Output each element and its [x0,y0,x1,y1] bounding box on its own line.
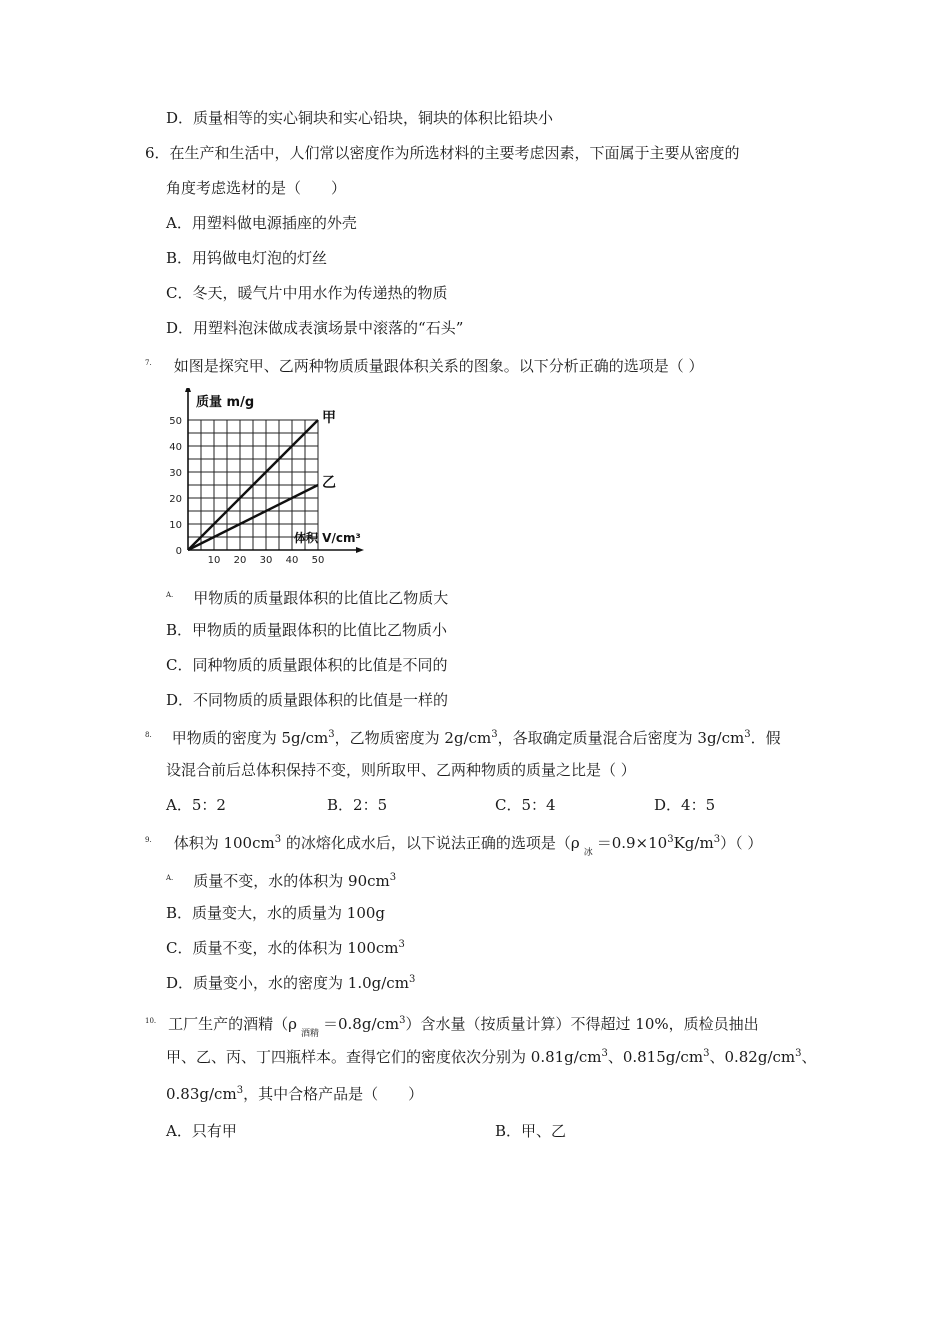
q10-option-a: A．只有甲 [166,1122,237,1140]
q9-text-3: ＝0.9×10 [596,834,668,852]
y-tick-label: 50 [169,416,182,427]
q9-option-d-text: D．质量变小，水的密度为 1.0g/cm [166,974,409,992]
q6-stem-line1: 6．在生产和生活中，人们常以密度作为所选材料的主要考虑因素，下面属于主要从密度的 [145,144,740,162]
q7-stem [145,353,703,376]
q10-line2-text-2: 、0.815g/cm [607,1048,704,1066]
q9-stem [145,830,762,856]
q7-option-d: D．不同物质的质量跟体积的比值是一样的 [166,691,449,709]
q9-option-a-text: 质量不变，水的体积为 90cm [193,872,390,890]
sup-3: 3 [408,974,416,985]
sup-3: 3 [389,872,397,883]
sup-3: 3 [744,729,751,740]
sup-3: 3 [795,1048,802,1059]
q7-text: 如图是探究甲、乙两种物质质量跟体积关系的图象。以下分析正确的选项是（ ） [173,357,704,375]
q8-stem-line1 [145,725,781,748]
sup-3: 3 [703,1048,710,1059]
sup-3: 3 [713,834,721,845]
q6-option-c: C．冬天，暖气片中用水作为传递热的物质 [166,284,448,302]
q7-option-a-number: A. [166,591,174,599]
q8-option-b: B．2：5 [327,796,388,814]
q8-option-a: A．5：2 [166,796,226,814]
q10-text-3: ）含水量（按质量计算）不得超过 10%，质检员抽出 [405,1015,759,1033]
q10-option-b: B．甲、乙 [495,1122,567,1140]
y-axis-arrow [185,388,191,392]
q8-number: 8. [145,731,152,739]
q9-text-2: 的冰熔化成水后，以下说法正确的选项是（ρ [281,834,580,852]
chart-svg [160,388,400,573]
q8-text-4: ．假 [750,729,781,747]
subscript-ice: 冰 [583,848,593,858]
q7-option-c: C．同种物质的质量跟体积的比值是不同的 [166,656,448,674]
q9-option-c [166,938,405,958]
x-axis-arrow [356,547,364,553]
x-axis-label: 体积 V/cm³ [294,531,361,545]
q10-text-1: 工厂生产的酒精（ρ [168,1015,297,1033]
sup-3: 3 [667,834,674,845]
q10-stem-line1 [145,1011,759,1037]
q8-stem-line2: 设混合前后总体积保持不变，则所取甲、乙两种物质的质量之比是（ ） [166,761,636,779]
q9-text-5: ）（ ） [720,834,763,852]
y-tick-label: 30 [169,468,182,479]
q9-option-a-number: A. [166,874,174,882]
q6-option-d: D．用塑料泡沫做成表演场景中滚落的“石头” [166,319,464,337]
q9-number: 9. [145,836,152,844]
q10-line3-text-1: 0.83g/cm [166,1085,237,1103]
q10-text-2: ＝0.8g/cm [322,1015,400,1033]
sup-3: 3 [274,834,282,845]
q9-option-a [166,868,396,891]
sup-3: 3 [491,729,498,740]
q8-option-c: C．5：4 [495,796,556,814]
q5-option-d: D．质量相等的实心铜块和实心铅块，铜块的体积比铅块小 [166,109,554,127]
subscript-alcohol: 酒精 [300,1029,319,1039]
series-label-甲: 甲 [322,410,336,426]
y-tick-label: 10 [169,520,182,531]
q8-text-1: 甲物质的密度为 5g/cm [171,729,329,747]
q6-option-a: A．用塑料做电源插座的外壳 [166,214,357,232]
q7-mass-volume-graph [160,388,400,573]
series-label-乙: 乙 [322,475,336,491]
q10-line2-text-3: 、0.82g/cm [709,1048,796,1066]
q8-text-3: ，各取确定质量混合后密度为 3g/cm [497,729,745,747]
q9-text-1: 体积为 100cm [173,834,275,852]
q9-option-c-text: C．质量不变，水的体积为 100cm [166,939,399,957]
q8-option-d: D．4：5 [654,796,716,814]
q10-stem-line2 [166,1047,817,1067]
x-tick-label: 20 [233,555,247,566]
y-tick-label: 20 [169,494,182,505]
sup-3: 3 [399,1015,406,1026]
y-tick-label: 40 [169,442,182,453]
sup-3: 3 [236,1085,244,1096]
sup-3: 3 [601,1048,608,1059]
sup-3: 3 [398,939,405,950]
q6-option-b: B．用钨做电灯泡的灯丝 [166,249,328,267]
x-tick-label: 10 [207,555,221,566]
x-tick-label: 50 [311,555,325,566]
q10-line2-text-1: 甲、乙、丙、丁四瓶样本。查得它们的密度依次分别为 0.81g/cm [166,1048,602,1066]
q8-text-2: ，乙物质密度为 2g/cm [334,729,492,747]
q9-text-4: Kg/m [673,834,714,852]
q6-stem-line2: 角度考虑选材的是（ ） [166,179,347,197]
y-axis-label: 质量 m/g [196,395,255,410]
q10-number: 10. [145,1017,157,1025]
q7-option-a-text: 甲物质的质量跟体积的比值比乙物质大 [193,589,449,607]
sup-3: 3 [328,729,335,740]
y-tick-label: 0 [175,546,182,557]
x-tick-label: 30 [259,555,273,566]
q9-option-b: B．质量变大，水的质量为 100g [166,904,386,922]
q10-stem-line3 [166,1084,423,1104]
q7-number: 7. [145,359,152,367]
q10-line3-text-2: ，其中合格产品是（ ） [243,1085,424,1103]
q7-option-a [166,585,448,608]
q7-option-b: B．甲物质的质量跟体积的比值比乙物质小 [166,621,448,639]
q9-option-d [166,973,415,993]
x-tick-label: 40 [285,555,299,566]
q10-line2-text-4: 、 [801,1048,817,1066]
